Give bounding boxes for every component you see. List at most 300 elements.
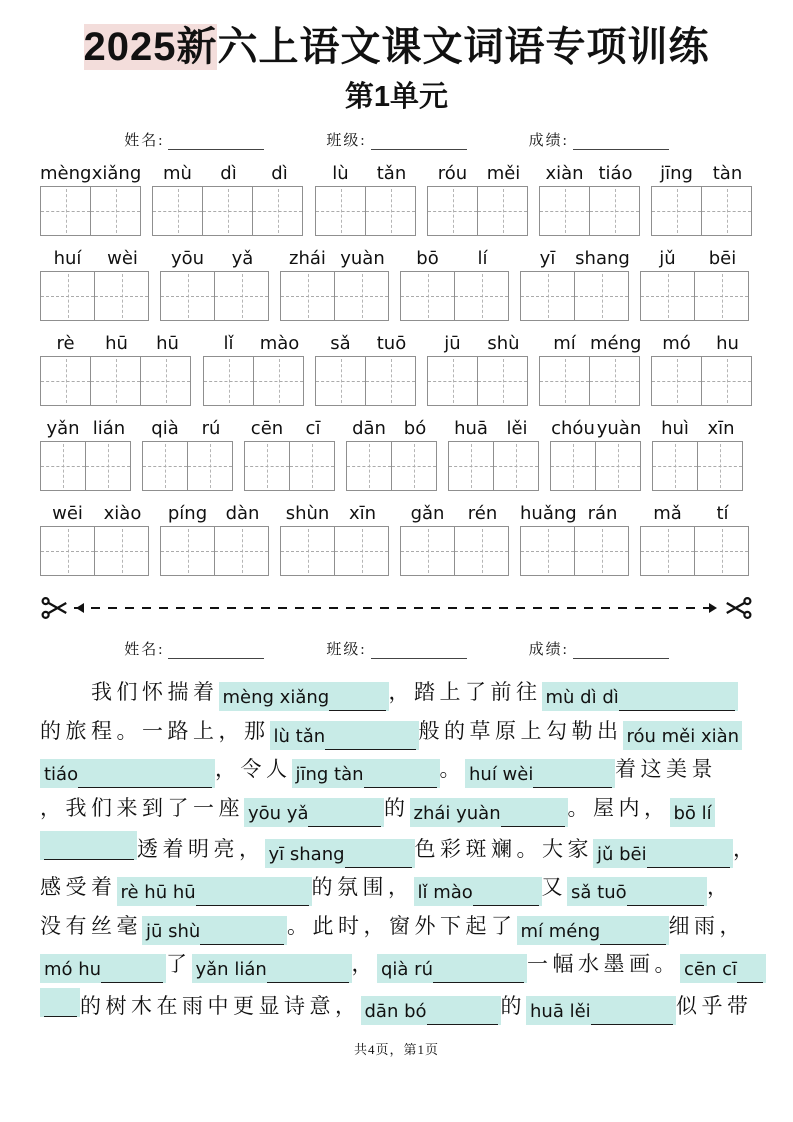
name-label: 姓名: <box>124 642 165 658</box>
pinyin-word-group <box>160 502 270 576</box>
writing-boxes <box>40 356 193 406</box>
scissors-icon-left <box>40 593 70 623</box>
pinyin-labels <box>142 417 234 441</box>
writing-box[interactable] <box>448 441 494 491</box>
passage-line <box>40 984 753 1025</box>
pinyin-syllable: hū <box>105 333 128 354</box>
pinyin-syllable: jū <box>444 333 461 354</box>
pinyin-labels <box>315 332 417 356</box>
passage-text: ，踏上了前往 <box>388 680 542 704</box>
writing-boxes <box>40 526 150 576</box>
passage-text: 。屋内， <box>567 795 670 820</box>
pinyin-syllable: xiàn <box>545 163 584 184</box>
writing-boxes <box>160 526 270 576</box>
writing-box[interactable] <box>589 186 640 236</box>
writing-boxes <box>203 356 305 406</box>
info-fields-top <box>40 129 753 150</box>
writing-box[interactable] <box>701 186 752 236</box>
fill-blank[interactable] <box>567 877 707 906</box>
passage-text: ， <box>733 837 759 861</box>
answer-line <box>364 763 437 788</box>
writing-box[interactable] <box>346 441 392 491</box>
blank-pinyin-hint: jū shù <box>146 920 201 942</box>
pinyin-syllable: méng <box>590 333 642 354</box>
blank-pinyin-hint: mó hu <box>44 959 102 980</box>
pinyin-syllable: píng <box>167 503 208 524</box>
pinyin-word-group <box>40 417 132 491</box>
pinyin-word-group <box>280 247 390 321</box>
writing-boxes <box>520 271 630 321</box>
writing-box[interactable] <box>160 526 215 576</box>
writing-box[interactable] <box>454 271 509 321</box>
blank-pinyin-hint: mèng xiǎng <box>222 687 330 708</box>
passage-text: 色彩斑斓。大家 <box>414 837 593 861</box>
fill-blank[interactable] <box>40 831 137 860</box>
writing-box[interactable] <box>253 356 304 406</box>
blank-pinyin-hint: jīng tàn <box>295 764 364 785</box>
pinyin-syllable: lí <box>477 248 488 269</box>
blank-pinyin-hint: cēn cī <box>684 959 737 980</box>
answer-line <box>325 725 415 750</box>
passage-line <box>40 945 753 984</box>
pinyin-syllable: huì <box>661 418 689 439</box>
name-input-line[interactable] <box>168 643 264 659</box>
writing-box[interactable] <box>694 271 749 321</box>
score-label: 成绩: <box>528 133 569 149</box>
pinyin-syllable: xiào <box>103 503 142 524</box>
pinyin-syllable: qià <box>151 418 179 439</box>
pinyin-syllable: mí <box>553 333 576 354</box>
pinyin-labels <box>539 162 641 186</box>
writing-box[interactable] <box>90 186 141 236</box>
blank-pinyin-hint: qià rú <box>381 959 433 980</box>
blank-pinyin-hint: dān bó <box>364 1000 427 1022</box>
blank-pinyin-hint: sǎ tuō <box>571 882 627 903</box>
writing-boxes <box>400 271 510 321</box>
writing-box[interactable] <box>694 526 749 576</box>
passage-text: ，我们来到了一座 <box>40 795 244 820</box>
writing-box[interactable] <box>400 526 455 576</box>
passage-text: 般的草原上勾勒出 <box>418 718 623 743</box>
pinyin-syllable: gǎn <box>410 503 445 524</box>
writing-box[interactable] <box>315 356 366 406</box>
fill-blank[interactable] <box>517 916 669 945</box>
passage-line <box>40 868 753 907</box>
fill-blank[interactable] <box>377 954 527 983</box>
writing-boxes <box>315 186 417 236</box>
grid-row <box>40 162 753 236</box>
passage-text: ， <box>351 952 377 976</box>
pinyin-word-group <box>346 417 438 491</box>
writing-box[interactable] <box>94 526 149 576</box>
writing-box[interactable] <box>651 186 702 236</box>
pinyin-syllable: lǐ <box>223 333 234 354</box>
blank-pinyin-hint: yǎn lián <box>195 959 267 980</box>
writing-box[interactable] <box>477 356 528 406</box>
passage-text: 似乎带 <box>676 993 753 1018</box>
writing-box[interactable] <box>697 441 743 491</box>
name-field <box>124 638 264 659</box>
pinyin-syllable: shù <box>487 333 520 354</box>
writing-box[interactable] <box>203 356 254 406</box>
pinyin-labels <box>427 332 529 356</box>
answer-line <box>433 958 524 983</box>
class-label: 班级: <box>326 642 367 658</box>
writing-boxes <box>280 271 390 321</box>
passage-text: 我们怀揣着 <box>40 680 219 704</box>
pinyin-syllable: tí <box>716 503 729 524</box>
grid-row <box>40 417 753 491</box>
fill-blank[interactable] <box>414 877 542 906</box>
fill-blank[interactable] <box>465 759 615 788</box>
writing-box[interactable] <box>40 356 91 406</box>
writing-box[interactable] <box>214 271 269 321</box>
writing-boxes <box>400 526 510 576</box>
writing-box[interactable] <box>280 271 335 321</box>
blank-pinyin-hint: lù tǎn <box>273 725 326 747</box>
answer-line <box>473 881 539 906</box>
pinyin-labels <box>652 417 744 441</box>
blank-pinyin-hint: huā lěi <box>530 1000 591 1022</box>
writing-box[interactable] <box>550 441 596 491</box>
writing-box[interactable] <box>539 356 590 406</box>
pinyin-labels <box>640 247 750 271</box>
pinyin-word-group <box>651 332 753 406</box>
name-field <box>124 129 264 150</box>
class-input-line[interactable] <box>371 643 467 659</box>
title-highlight: 2025新 <box>83 25 218 69</box>
score-field <box>529 638 669 659</box>
writing-box[interactable] <box>289 441 335 491</box>
pinyin-word-group <box>315 332 417 406</box>
fill-blank[interactable] <box>593 839 733 868</box>
pinyin-syllable: chóu <box>551 418 595 439</box>
blank-pinyin-hint: yī shang <box>268 844 345 865</box>
pinyin-syllable: jǔ <box>659 248 676 269</box>
pinyin-syllable: yōu <box>170 248 205 269</box>
writing-box[interactable] <box>520 526 575 576</box>
fill-blank[interactable] <box>265 839 415 868</box>
pinyin-labels <box>427 162 529 186</box>
writing-box[interactable] <box>640 271 695 321</box>
blank-pinyin-hint: huí wèi <box>469 764 534 785</box>
writing-boxes <box>427 356 529 406</box>
blank-pinyin-hint: yōu yǎ <box>248 802 309 824</box>
pinyin-word-group <box>640 247 750 321</box>
pinyin-syllable: lián <box>92 418 126 439</box>
blank-pinyin-hint: mù dì dì <box>545 687 619 708</box>
writing-box[interactable] <box>160 271 215 321</box>
blank-pinyin-hint: jǔ bēi <box>597 844 647 865</box>
pinyin-syllable: yuàn <box>596 418 642 439</box>
passage-text: 的树木在雨中更显诗意， <box>80 993 361 1018</box>
writing-box[interactable] <box>365 356 416 406</box>
writing-boxes <box>244 441 336 491</box>
pinyin-syllable: tǎn <box>376 163 407 184</box>
pinyin-word-group <box>160 247 270 321</box>
writing-boxes <box>640 526 750 576</box>
answer-line <box>345 843 412 868</box>
writing-box[interactable] <box>40 271 95 321</box>
fill-blank[interactable] <box>680 954 766 983</box>
writing-box[interactable] <box>365 186 416 236</box>
fill-blank[interactable] <box>410 798 568 827</box>
blank-pinyin-hint: bō lí <box>673 802 712 824</box>
pinyin-syllable: lù <box>332 163 349 184</box>
dashed-cut-line <box>74 607 719 609</box>
pinyin-word-group <box>539 332 641 406</box>
writing-boxes <box>550 441 642 491</box>
pinyin-labels <box>244 417 336 441</box>
pinyin-syllable: yī <box>539 248 556 269</box>
passage-line <box>40 827 759 868</box>
pinyin-syllable: huǎng <box>520 503 577 524</box>
passage-text: 透着明亮， <box>137 837 265 861</box>
title-rest: 六上语文课文词语专项训练 <box>217 25 710 69</box>
pinyin-syllable: shang <box>575 248 630 269</box>
passage-text: 的氛围， <box>311 875 414 899</box>
writing-boxes <box>40 271 150 321</box>
passage-text: 的旅程。一路上，那 <box>40 718 270 743</box>
pinyin-word-group <box>40 332 193 406</box>
pinyin-labels <box>400 247 510 271</box>
pinyin-syllable: lěi <box>506 418 528 439</box>
pinyin-syllable: tàn <box>712 163 743 184</box>
pinyin-syllable: yǎ <box>231 248 254 269</box>
fill-blank[interactable] <box>192 954 352 983</box>
passage-text: 的 <box>500 993 526 1018</box>
fill-blank[interactable] <box>270 721 419 750</box>
writing-box[interactable] <box>280 526 335 576</box>
writing-box[interactable] <box>640 526 695 576</box>
pinyin-syllable: dì <box>271 163 288 184</box>
writing-box[interactable] <box>152 186 203 236</box>
answer-line <box>308 802 381 827</box>
grid-row <box>40 247 753 321</box>
passage-text: ，令人 <box>215 757 292 781</box>
writing-box[interactable] <box>40 441 86 491</box>
pinyin-syllable: měi <box>486 163 521 184</box>
passage-line <box>40 673 753 712</box>
answer-line <box>101 958 163 983</box>
passage-line <box>40 750 753 789</box>
writing-box[interactable] <box>334 526 389 576</box>
fill-in-passage <box>40 673 759 1025</box>
writing-box[interactable] <box>520 271 575 321</box>
pinyin-syllable: yǎn <box>46 418 80 439</box>
pinyin-word-group <box>40 502 150 576</box>
writing-box[interactable] <box>574 526 629 576</box>
writing-boxes <box>520 526 630 576</box>
passage-line <box>40 789 753 828</box>
writing-box[interactable] <box>651 356 702 406</box>
pinyin-syllable: huí <box>53 248 82 269</box>
pinyin-labels <box>40 332 193 356</box>
pinyin-syllable: sǎ <box>330 333 351 354</box>
fill-blank[interactable] <box>670 798 715 827</box>
pinyin-syllable: tiáo <box>598 163 633 184</box>
pinyin-word-group <box>203 332 305 406</box>
pinyin-syllable: rú <box>201 418 221 439</box>
writing-boxes <box>427 186 529 236</box>
writing-boxes <box>346 441 438 491</box>
writing-box[interactable] <box>391 441 437 491</box>
writing-box[interactable] <box>252 186 303 236</box>
score-label: 成绩: <box>528 642 569 658</box>
pinyin-syllable: mó <box>662 333 691 354</box>
blank-pinyin-hint: tiáo <box>44 764 79 785</box>
writing-box[interactable] <box>334 271 389 321</box>
grid-row <box>40 502 753 576</box>
class-input-line[interactable] <box>371 134 467 150</box>
passage-text: 细雨， <box>668 913 745 938</box>
pinyin-labels <box>448 417 540 441</box>
info-fields-bottom <box>40 638 753 659</box>
writing-box[interactable] <box>187 441 233 491</box>
pinyin-word-group <box>142 417 234 491</box>
writing-box[interactable] <box>574 271 629 321</box>
pinyin-syllable: mǎ <box>653 503 682 524</box>
writing-box[interactable] <box>142 441 188 491</box>
page-title <box>40 22 753 72</box>
answer-line <box>329 686 385 711</box>
pinyin-labels <box>152 162 305 186</box>
fill-blank[interactable] <box>40 759 215 788</box>
pinyin-labels <box>160 247 270 271</box>
passage-text: 一幅水墨画。 <box>527 952 680 976</box>
pinyin-word-group <box>315 162 417 236</box>
writing-boxes <box>651 356 753 406</box>
pinyin-labels <box>520 247 630 271</box>
pinyin-word-group <box>400 502 510 576</box>
writing-box[interactable] <box>40 186 91 236</box>
pinyin-word-group <box>427 332 529 406</box>
writing-box[interactable] <box>595 441 641 491</box>
writing-box[interactable] <box>40 526 95 576</box>
pinyin-syllable: rè <box>56 333 75 354</box>
fill-blank[interactable] <box>40 954 166 983</box>
pinyin-labels <box>40 417 132 441</box>
pinyin-word-group <box>40 247 150 321</box>
fill-blank[interactable] <box>292 759 440 788</box>
writing-box[interactable] <box>427 186 478 236</box>
passage-text: 。 <box>439 757 465 781</box>
pinyin-syllable: bó <box>403 418 427 439</box>
blank-pinyin-hint: mí méng <box>520 920 601 942</box>
writing-boxes <box>142 441 234 491</box>
score-input-line[interactable] <box>573 134 669 150</box>
writing-box[interactable] <box>539 186 590 236</box>
pinyin-syllable: cī <box>305 418 321 439</box>
fill-blank[interactable] <box>623 721 743 750</box>
pinyin-labels <box>203 332 305 356</box>
pinyin-syllable: cēn <box>250 418 284 439</box>
pinyin-syllable: yuàn <box>340 248 385 269</box>
fill-blank[interactable] <box>361 996 501 1025</box>
answer-line <box>427 1000 498 1025</box>
writing-boxes <box>539 356 641 406</box>
writing-box[interactable] <box>493 441 539 491</box>
blank-pinyin-hint: rè hū hū <box>120 882 196 903</box>
pinyin-syllable: dàn <box>225 503 260 524</box>
writing-box[interactable] <box>701 356 752 406</box>
fill-blank[interactable] <box>542 682 738 711</box>
score-field <box>529 129 669 150</box>
fill-blank[interactable] <box>117 877 312 906</box>
writing-boxes <box>280 526 390 576</box>
pinyin-labels <box>520 502 630 526</box>
writing-box[interactable] <box>400 271 455 321</box>
writing-box[interactable] <box>652 441 698 491</box>
pinyin-syllable: bō <box>416 248 439 269</box>
pinyin-syllable: mào <box>259 333 300 354</box>
answer-line <box>200 920 284 945</box>
score-input-line[interactable] <box>573 643 669 659</box>
pinyin-syllable: wèi <box>107 248 138 269</box>
writing-box[interactable] <box>202 186 253 236</box>
unit-subtitle: 第1单元 <box>344 81 449 113</box>
grid-row <box>40 332 753 406</box>
writing-box[interactable] <box>315 186 366 236</box>
passage-text: 感受着 <box>40 875 117 899</box>
passage-text: 没有丝毫 <box>40 913 142 938</box>
fill-blank[interactable] <box>40 988 80 1017</box>
page-footer: 共4页，第1页 <box>353 1041 439 1057</box>
answer-line <box>533 763 612 788</box>
pinyin-labels <box>160 502 270 526</box>
pinyin-labels <box>539 332 641 356</box>
pinyin-word-group <box>280 502 390 576</box>
writing-box[interactable] <box>477 186 528 236</box>
writing-box[interactable] <box>90 356 141 406</box>
passage-text: 了 <box>166 952 192 976</box>
pinyin-syllable: tuō <box>376 333 407 354</box>
writing-boxes <box>539 186 641 236</box>
class-field <box>326 129 466 150</box>
fill-blank[interactable] <box>142 916 287 945</box>
pinyin-word-group <box>520 502 630 576</box>
passage-line <box>40 907 753 946</box>
passage-line <box>40 712 753 751</box>
blank-pinyin-hint: zhái yuàn <box>413 802 501 824</box>
writing-box[interactable] <box>454 526 509 576</box>
pinyin-labels <box>40 502 150 526</box>
writing-box[interactable] <box>94 271 149 321</box>
name-input-line[interactable] <box>168 134 264 150</box>
passage-text: 又 <box>541 875 567 899</box>
pinyin-labels <box>640 502 750 526</box>
answer-line <box>600 920 665 945</box>
writing-box[interactable] <box>244 441 290 491</box>
answer-line <box>627 881 704 906</box>
fill-blank[interactable] <box>526 996 676 1025</box>
writing-box[interactable] <box>427 356 478 406</box>
writing-box[interactable] <box>140 356 191 406</box>
pinyin-labels <box>280 247 390 271</box>
pinyin-syllable: hū <box>156 333 179 354</box>
fill-blank[interactable] <box>219 682 389 711</box>
pinyin-word-group <box>152 162 305 236</box>
answer-line <box>44 835 134 860</box>
pinyin-syllable: shùn <box>285 503 330 524</box>
writing-box[interactable] <box>85 441 131 491</box>
pinyin-word-group <box>244 417 336 491</box>
writing-box[interactable] <box>214 526 269 576</box>
pinyin-syllable: hu <box>716 333 739 354</box>
fill-blank[interactable] <box>244 798 384 827</box>
name-label: 姓名: <box>124 133 165 149</box>
writing-box[interactable] <box>589 356 640 406</box>
